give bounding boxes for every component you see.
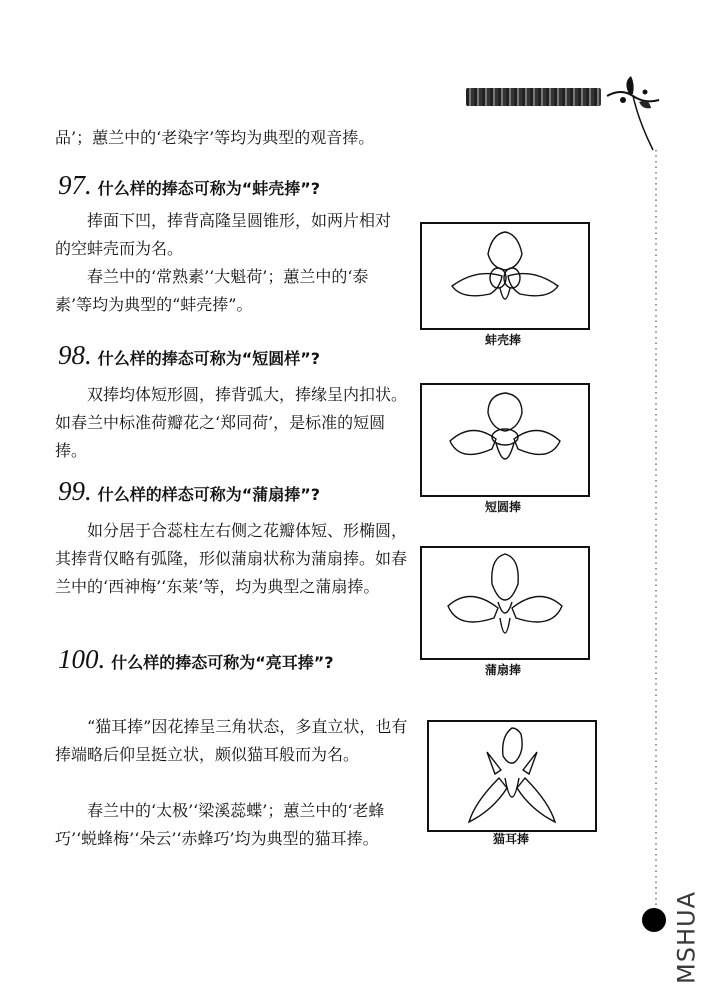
intro-line: 品’；蕙兰中的‘老染字’等均为典型的观音捧。 [55,128,375,147]
running-header-band [466,88,601,106]
q98-number: 98. [58,340,92,370]
orchid-leaf-icon [603,74,663,154]
q100-para2: 春兰中的‘太极’‘梁溪蕊蝶’；蕙兰中的‘老蜂巧’‘蜕蜂梅’‘朵云’‘赤蜂巧’均为典型的猫耳捧。 [55,801,385,848]
q100-caption: 猫耳捧 [492,832,529,846]
q100-figure [427,720,597,832]
q97-title: 什么样的捧态可称为“蚌壳捧”? [97,179,321,198]
q100-heading [58,645,413,677]
q98-heading [58,340,320,371]
q99-caption: 蒲扇捧 [484,663,521,677]
q98-para1: 双捧均体短形圆，捧背弧大，捧缘呈内扣状。如春兰中标准荷瓣花之‘郑同荷’，是标准的短圆捧。 [55,385,408,460]
q98-figure [420,383,590,497]
q97-figure [420,222,590,330]
q100-para1: “猫耳捧”因花捧呈三角状态，多直立状，也有捧端略后仰呈挺立状，颇似猫耳般而为名。 [55,717,408,764]
q99-figure [420,546,590,660]
q98-caption: 短圆捧 [484,500,521,514]
margin-dotted-rule [652,150,660,920]
q99-title: 什么样的样态可称为“蒲扇捧”? [97,485,321,504]
q99-para1: 如分居于合蕊柱左右侧之花瓣体短、形椭圆，其捧背仅略有弧隆，形似蒲扇状称为蒲扇捧。如春兰中的‘西神梅’‘东莱’等，均为典型之蒲扇捧。 [55,521,408,596]
q97-para1: 捧面下凹，捧背高隆呈圆锥形，如两片相对的空蚌壳而为名。 [55,211,392,258]
q99-heading [58,476,320,507]
q100-number: 100. [58,644,106,674]
q97-para2: 春兰中的‘常熟素’‘大魁荷’；蕙兰中的‘泰素’等均为典型的“蚌壳捧”。 [55,267,369,314]
q100-title: 什么样的捧态可称为“亮耳捧”? [111,653,334,672]
q97-heading [58,170,320,201]
running-header-title [466,88,601,106]
q98-title: 什么样的捧态可称为“短圆样”? [97,349,321,368]
q99-number: 99. [58,476,92,506]
q97-caption: 蚌壳捧 [484,333,521,347]
q97-number: 97. [58,170,92,200]
watermark-text: MSHUA [672,891,700,984]
